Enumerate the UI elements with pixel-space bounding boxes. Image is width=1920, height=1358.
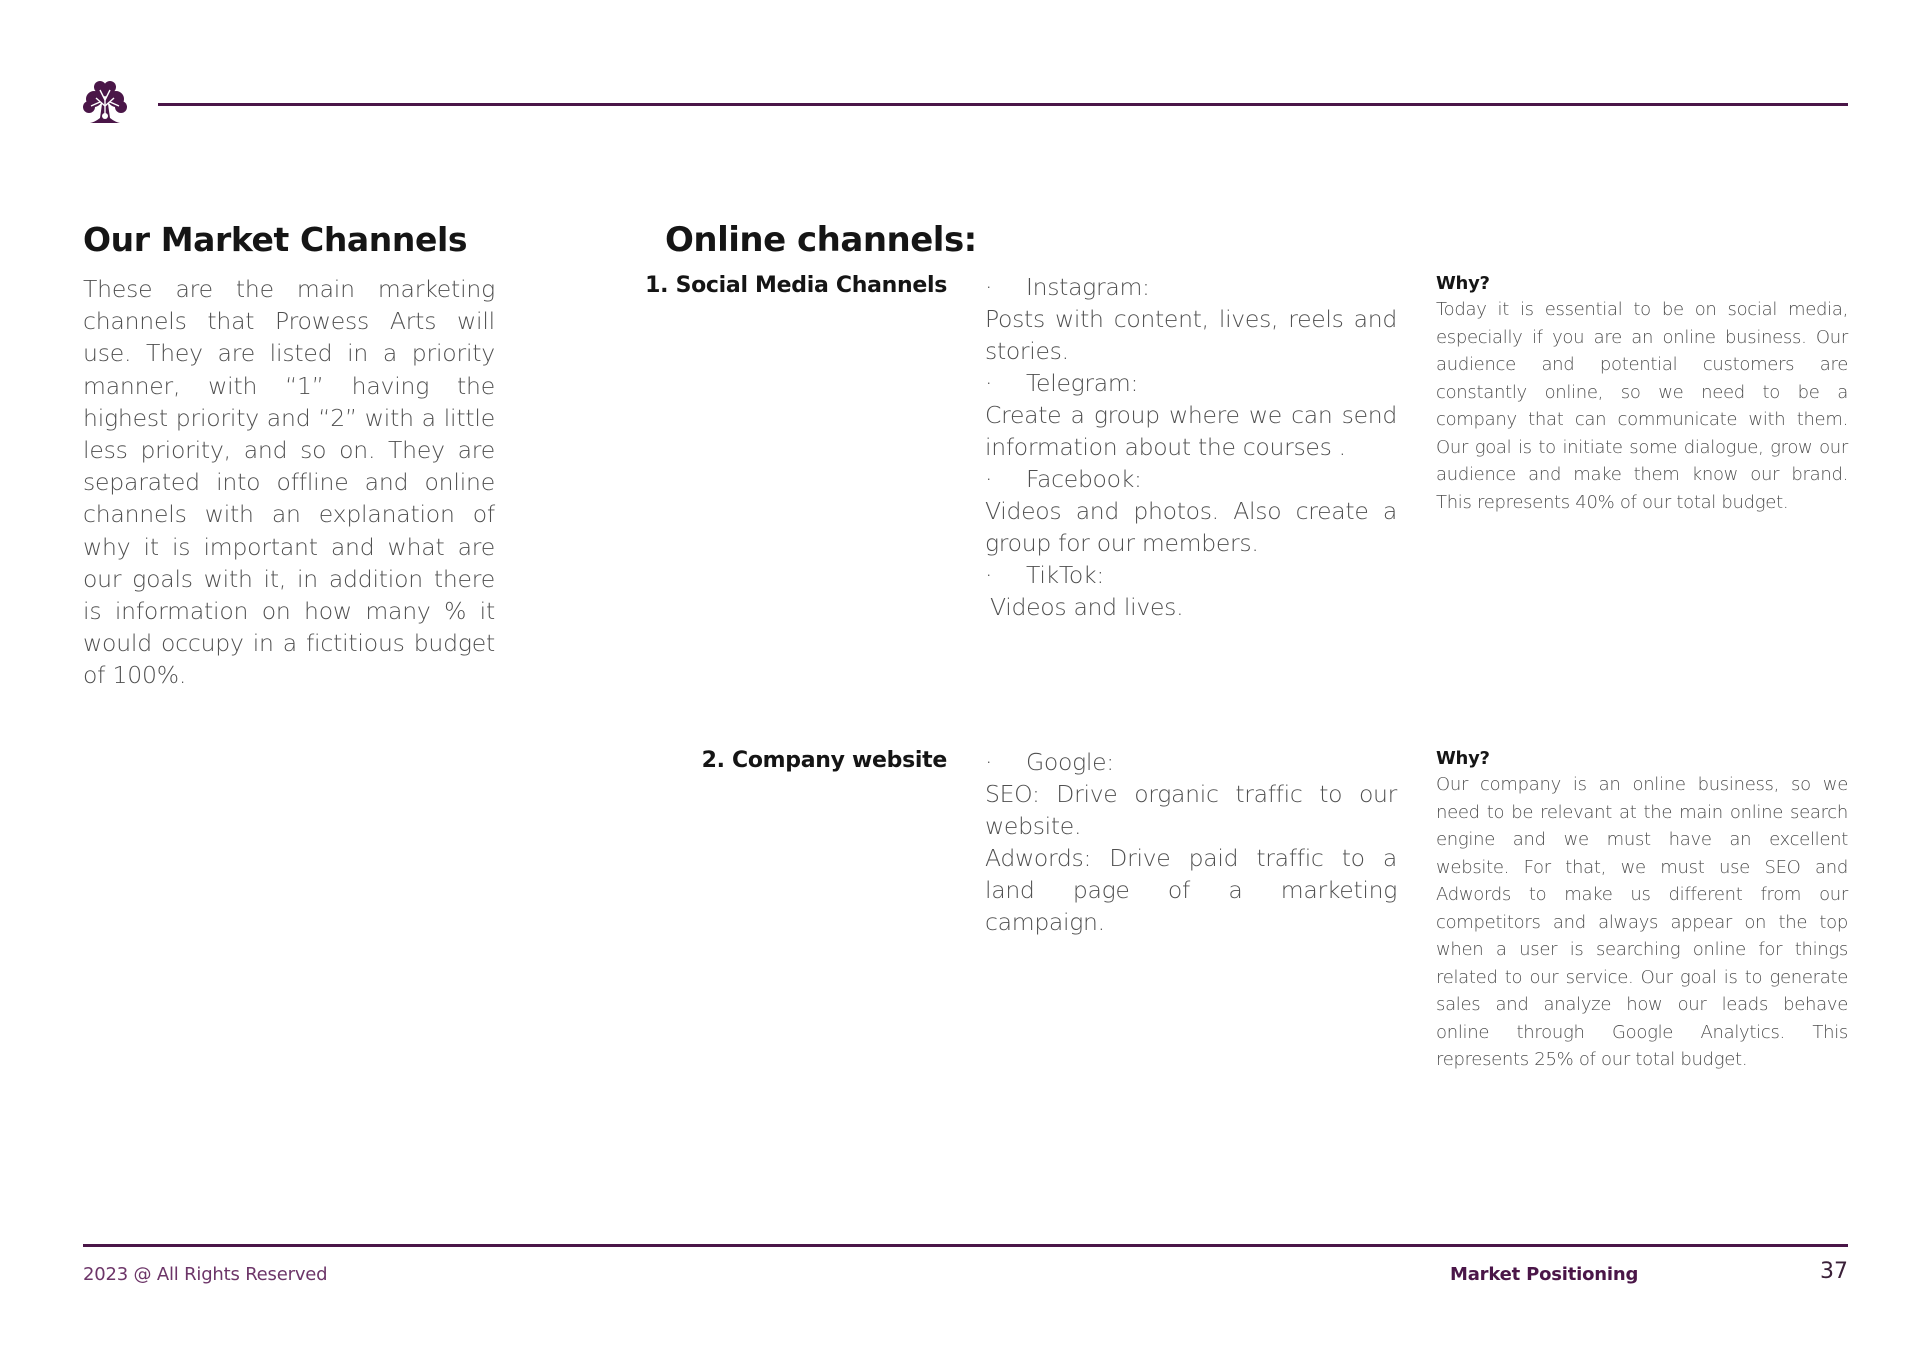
list-item-tiktok [985,559,1397,591]
list-item-name: Instagram: [1026,273,1150,301]
list-item-description: Videos and photos. Also create a group for our members. [985,497,1397,557]
list-item-name: Telegram: [1026,369,1139,397]
intro-paragraph: These are the main marketing channels that Prowess Arts will use. They are listed in a priority manner, with “1” having the highest priority and “2” with a little less priority, and so on. They are separated into offline and online channels with an explanation of why it is important and what are our goals with it, in addition there is information on how many % it would occupy in a fictitious budget of 100%. [83,275,495,690]
bullet-dot-icon: · [985,465,993,493]
tree-logo-icon [80,78,130,128]
list-item-description-adwords: Adwords: Drive paid traffic to a land page of a marketing campaign. [985,844,1397,936]
list-item-description-seo: SEO: Drive organic traffic to our website. [985,780,1397,840]
channel-label-social-media: 1. Social Media Channels [645,273,947,298]
channel-details-company-website [985,746,1397,938]
why-heading: Why? [1436,748,1490,769]
why-block-social-media [1436,272,1848,516]
list-item-name: Google: [1026,748,1114,776]
bullet-dot-icon: · [985,748,993,776]
why-block-company-website [1436,747,1848,1074]
list-item-facebook [985,463,1397,495]
list-item-description: Create a group where we can send information about the courses . [985,401,1397,461]
bullet-dot-icon: · [985,273,993,301]
list-item-name: Facebook: [1026,465,1142,493]
list-item-telegram [985,367,1397,399]
list-item-description: Posts with content, lives, reels and stories. [985,305,1397,365]
page-number: 37 [1820,1259,1848,1284]
channel-label-company-website: 2. Company website [701,748,947,773]
list-item-google [985,746,1397,778]
section-title-online-channels: Online channels: [665,220,977,260]
footer-section-name: Market Positioning [1450,1264,1639,1285]
list-item-instagram [985,271,1397,303]
why-explanation: Today it is essential to be on social media, especially if you are an online business. Our audience and potential customers are constantly online, so we need to be a company that can communicate with them. Our goal is to initiate some dialogue, grow our audience and make them know our brand. This represents 40% of our total budget. [1436,299,1848,513]
list-item-name: TikTok: [1026,561,1104,589]
list-item-description: Videos and lives. [990,593,1184,621]
page-title: Our Market Channels [83,220,468,259]
header-divider [158,103,1848,106]
why-explanation: Our company is an online business, so we need to be relevant at the main online search engine and we must have an excellent website. For that, we must use SEO and Adwords to make us different from our competitors and always appear on the top when a user is searching online for things related to our service. Our goal is to generate sales and analyze how our leads behave online through Google Analytics. This represents 25% of our total budget. [1436,774,1848,1070]
channel-details-social-media [985,271,1397,623]
footer-divider [83,1244,1848,1247]
footer-copyright: 2023 @ All Rights Reserved [83,1264,328,1285]
bullet-dot-icon: · [985,561,993,589]
why-heading: Why? [1436,273,1490,294]
bullet-dot-icon: · [985,369,993,397]
